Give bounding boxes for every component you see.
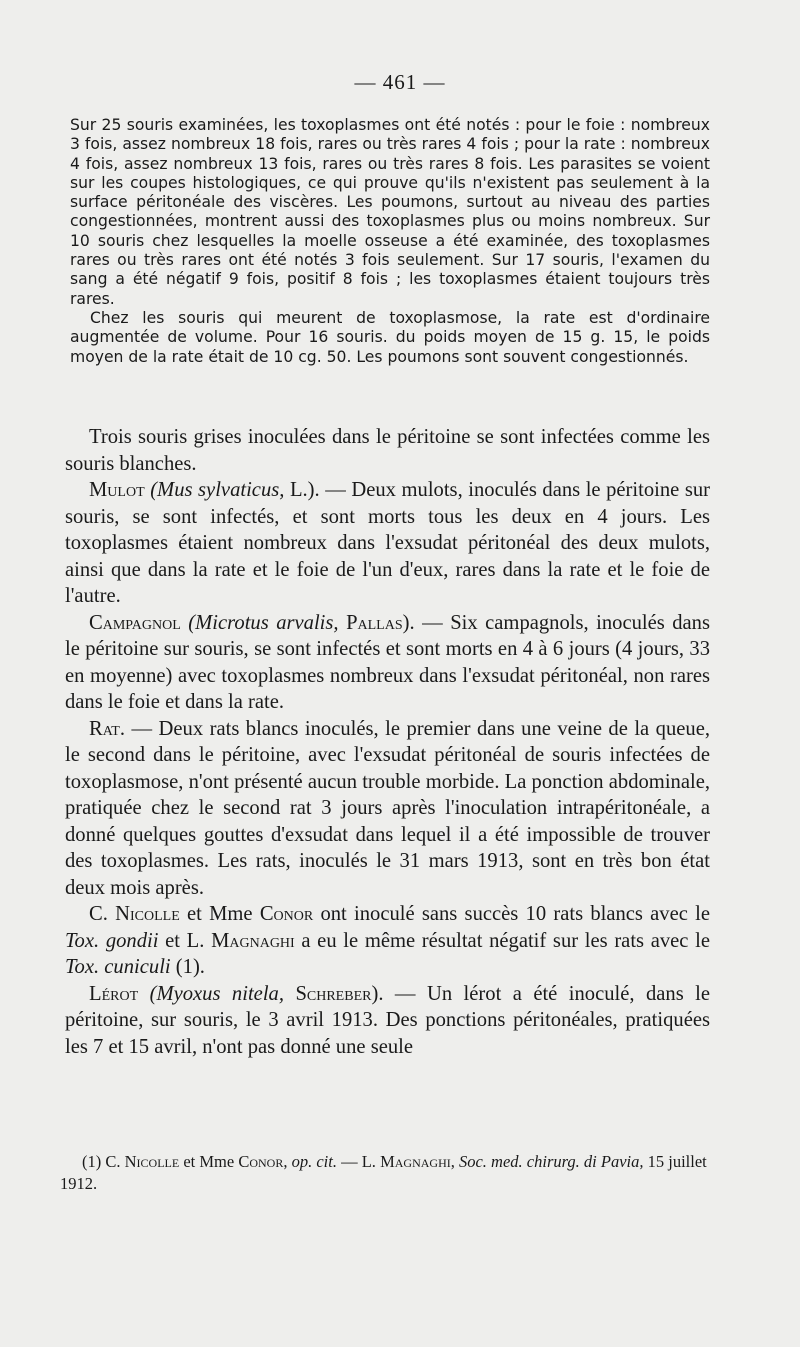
species-author: L.).	[289, 479, 320, 501]
small-paragraph-1: Sur 25 souris examinées, les toxoplasmes ont été notés : pour le foie : nombreux 3 fois, assez nombreux 18 fois, rares ou très rares 4 fois ; pour la rate : nombreux 4 fois, assez nombreux 13 fois, rares ou très rares 8 fois. Les parasites se voient sur les coupes histologiques, ce qui prouve qu'ils n'existent pas seulement à la surface péritonéale des viscères. Les poumons, surtout au niveau des parties congestionnées, montrent aussi des toxoplasmes plus ou moins nombreux. Sur 10 souris chez lesquelles la moelle osseuse a été examinée, des toxoplasmes rares ou très rares ont été notés 3 fois seulement. Sur 17 souris, l'examen du sang a été négatif 9 fois, positif 8 fois ; les toxoplasmes étaient toujours très rares.	[70, 116, 710, 308]
footnote-1	[60, 1151, 720, 1195]
paragraph-grey-mice: Trois souris grises inoculées dans le péritoine se sont infectées comme les souris blanches.	[65, 426, 710, 475]
species-name: (Myoxus nitela,	[149, 982, 284, 1005]
author-name: Magnaghi,	[380, 1152, 455, 1171]
species-author: Pallas).	[346, 611, 415, 634]
species-name: Tox. gondii	[65, 929, 159, 952]
paragraph-mulot	[65, 477, 710, 610]
footnote-section	[60, 1151, 720, 1195]
paragraph-rat	[65, 716, 710, 902]
section-heading-mulot: Mulot	[89, 479, 145, 501]
section-heading-lerot: Lérot	[89, 982, 139, 1005]
author-name: Conor,	[238, 1152, 288, 1171]
paragraph-text: — Un lérot a été inoculé, dans le péritoine, sur souris, le 3 avril 1913. Des ponctions péritonéales, pratiquées les 7 et 15 avril, n'ont pas donné une seule	[65, 982, 711, 1058]
paragraph-text: — Deux mulots, inoculés dans le péritoine sur souris, se sont infectés, et sont morts tous les deux en 4 jours. Les toxoplasmes étaient nombreux dans l'exsudat péritonéal des deux mulots, ainsi que dans la rate et le foie de l'un d'eux, rares dans la rate et le foie de l'autre.	[65, 479, 710, 607]
paragraph-lerot	[65, 981, 710, 1061]
page-number: — 461 —	[354, 70, 446, 94]
text-fragment: et Mme	[187, 903, 253, 925]
species-name: (Microtus arvalis,	[188, 611, 339, 634]
text-fragment: ont inoculé sans succès 10 rats blancs avec le	[320, 903, 710, 925]
section-heading-rat: Rat.	[89, 717, 125, 740]
paragraph-campagnol	[65, 610, 710, 716]
author-name: C. Nicolle	[89, 903, 180, 925]
species-author: Schreber).	[295, 982, 384, 1005]
paragraph-text: — Six campagnols, inoculés dans le péritoine sur souris, se sont infectés et sont morts en 4 à 6 jours (4 jours, 33 en moyenne) avec toxoplasmes nombreux dans l'exsudat péritonéal, non rares dans le foie et dans la rate.	[65, 611, 710, 713]
main-text-section	[65, 424, 710, 1060]
text-fragment: (1) C.	[82, 1152, 121, 1171]
species-name: Tox. cuniculi	[65, 956, 171, 978]
author-name: Conor	[259, 903, 314, 925]
section-heading-campagnol: Campagnol	[89, 611, 181, 634]
author-name: Nicolle	[124, 1152, 180, 1171]
paragraph-nicolle-conor	[65, 901, 710, 981]
text-fragment: et L.	[165, 929, 205, 952]
text-fragment: et Mme	[183, 1152, 235, 1171]
citation-abbrev: op. cit.	[291, 1152, 337, 1171]
author-name: Magnaghi	[211, 929, 295, 952]
journal-title: Soc. med. chirurg. di Pavia,	[458, 1152, 644, 1171]
citation-date: 15 juillet 1912.	[60, 1152, 707, 1193]
small-paragraph-2: Chez les souris qui meurent de toxoplasmose, la rate est d'ordinaire augmentée de volume. Pour 16 souris. du poids moyen de 15 g. 15, le poids moyen de la rate était de 10 cg. 50. Les poumons sont souvent congestionnés.	[70, 308, 710, 366]
text-fragment: a eu le même résultat négatif sur les rats avec le	[301, 929, 710, 952]
species-name: (Mus sylvaticus,	[150, 479, 285, 501]
small-print-section	[70, 116, 710, 367]
text-fragment: — L.	[341, 1152, 376, 1171]
paragraph-text: — Deux rats blancs inoculés, le premier dans une veine de la queue, le second dans le péritoine, avec l'exsudat péritonéal de souris infectées de toxoplasmose, n'ont présenté aucun trouble morbide. La ponction abdominale, pratiquée chez le second rat 3 jours après l'inoculation intrapéritonéale, a donné quelques gouttes d'exsudat dans lequel il a été impossible de trouver des toxoplasmes. Les rats, inoculés le 31 mars 1913, sont en très bon état deux mois après.	[65, 717, 710, 899]
footnote-reference: (1).	[175, 956, 205, 978]
